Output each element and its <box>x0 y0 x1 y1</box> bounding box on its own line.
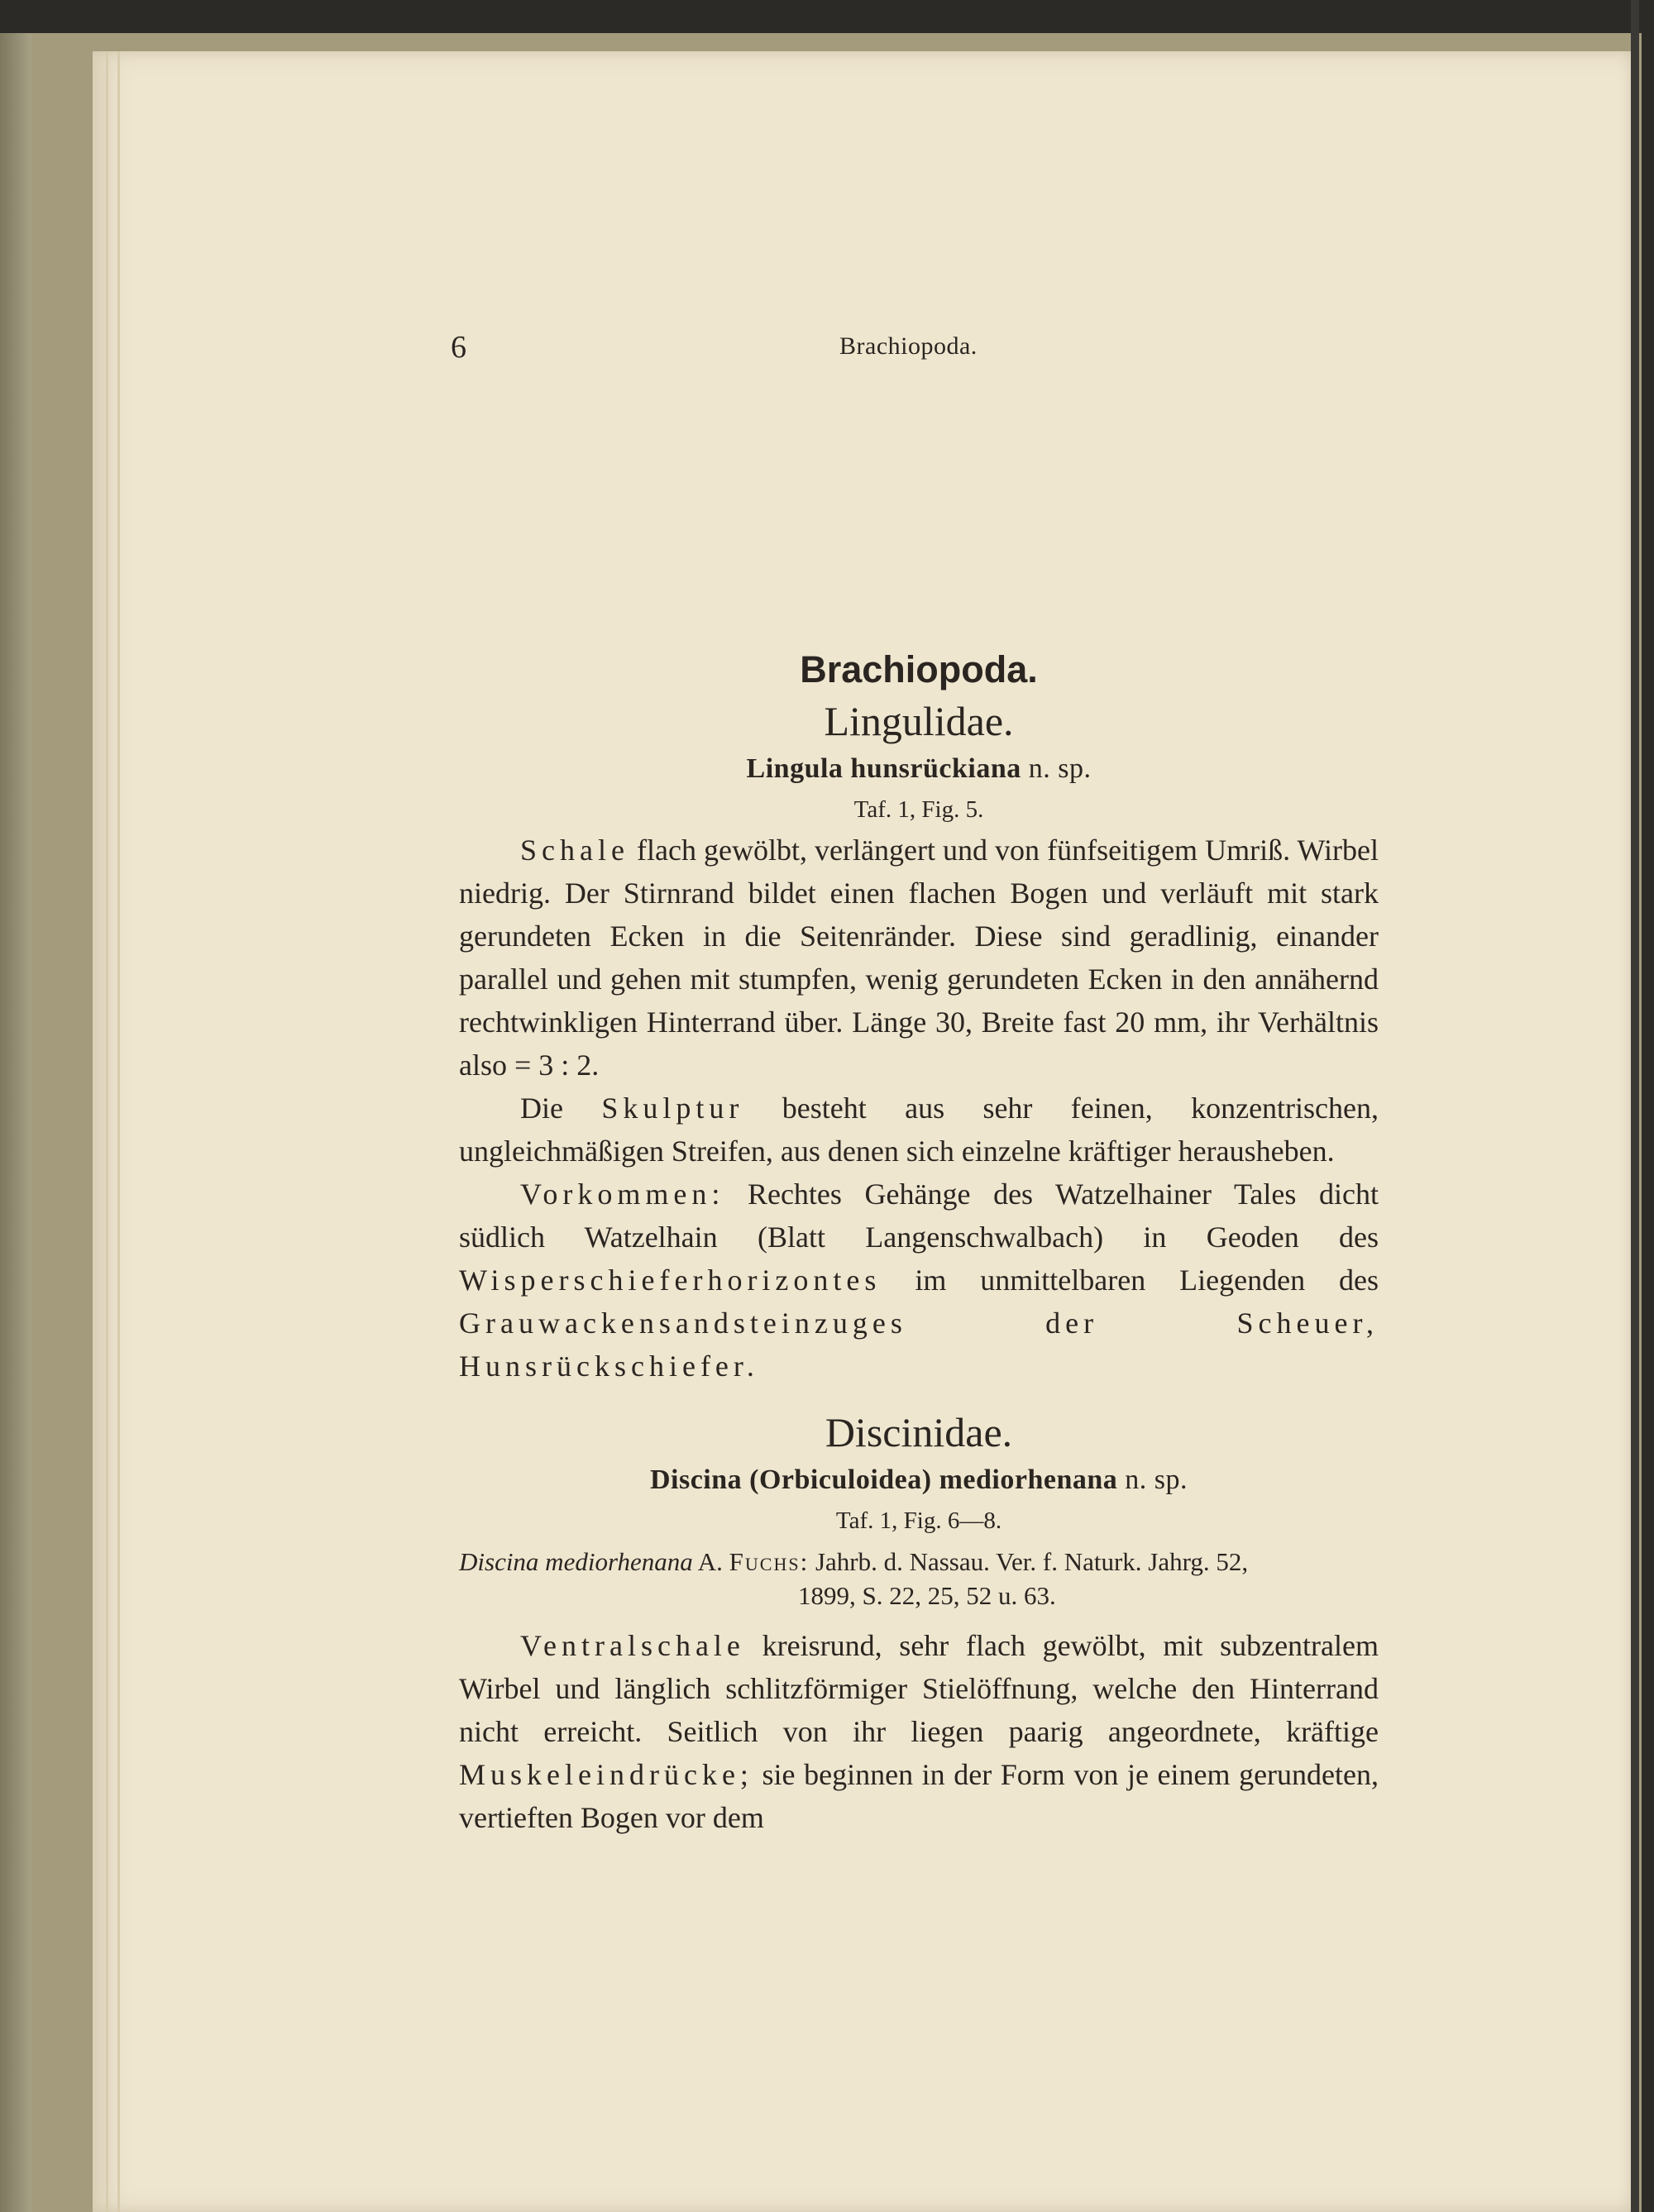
paragraph-text: flach gewölbt, verlängert und von fünfseitigem Umriß. Wirbel niedrig. Der Stirnrand bildet einen flachen Bogen und verläuft mit stark gerundeten Ecken in die Seitenränder. Diese sind geradlinig, einander parallel und gehen mit stumpfen, wenig gerundeten Ecken in den annähernd rechtwinkligen Hinterrand über. Länge 30, Breite fast 20 mm, ihr Verhältnis also = 3 : 2. <box>459 834 1379 1082</box>
keyword-muskeleindruecke: Muskeleindrücke; <box>459 1758 753 1791</box>
occurrence-paragraph <box>459 1173 1379 1388</box>
paragraph-text: sie beginnen in der Form von je einem gerundeten, vertieften Bogen vor dem <box>459 1758 1379 1834</box>
species-suffix: n. sp. <box>1125 1464 1188 1495</box>
paragraph-text: Die <box>520 1092 563 1125</box>
species-heading-lingula <box>459 748 1379 791</box>
keyword-schale: Schale <box>520 834 629 867</box>
page-header <box>451 329 1377 370</box>
page-number: 6 <box>451 330 466 365</box>
synonym-name: Discina mediorhenana <box>459 1547 693 1576</box>
species-name: Discina (Orbiculoidea) mediorhenana <box>649 1464 1118 1495</box>
keyword-grauwacke: Grauwackensandsteinzuges der Scheuer, <box>459 1307 1379 1340</box>
paragraph-text: kreisrund, sehr flach gewölbt, mit subzentralem Wirbel und länglich schlitzförmiger Stielöffnung, welche den Hinterrand nicht erreicht. Seitlich von ihr liegen paarig angeordnete, kräftige <box>459 1629 1379 1748</box>
keyword-skulptur: Skulptur <box>601 1092 744 1125</box>
section-gap <box>459 1388 1379 1406</box>
page-body <box>459 645 1379 1839</box>
paragraph-text: im unmittelbaren Liegenden des <box>915 1264 1379 1297</box>
spine-shadow <box>1631 0 1639 2212</box>
page-edge-line <box>106 51 108 2212</box>
synonym-author: Fuchs: <box>729 1547 810 1576</box>
keyword-hunsrueckschiefer: Hunsrückschiefer. <box>459 1350 759 1383</box>
paragraph-text: Rechtes Gehänge des Watzelhainer Tales dicht südlich Watzelhain (Blatt Langenschwalbach) in Geoden des <box>459 1178 1379 1254</box>
keyword-vorkommen: Vorkommen: <box>520 1178 725 1211</box>
species-heading-discina <box>459 1459 1379 1502</box>
family-heading-lingulidae: Lingulidae. <box>824 698 1014 744</box>
family-heading-discinidae: Discinidae. <box>825 1409 1013 1455</box>
sculpture-paragraph <box>459 1087 1379 1173</box>
running-head: Brachiopoda. <box>839 332 978 360</box>
description-paragraph <box>459 1624 1379 1839</box>
species-suffix: n. sp. <box>1028 753 1092 784</box>
keyword-ventralschale: Ventralschale <box>520 1629 745 1662</box>
synonym-reference-continued: 1899, S. 22, 25, 52 u. 63. <box>798 1581 1056 1610</box>
page-edge-line <box>117 51 120 2212</box>
synonymy-entry <box>459 1545 1379 1612</box>
binding-edge <box>0 33 31 2212</box>
paragraph-text: besteht aus sehr feinen, konzentrischen, ungleichmäßigen Streifen, aus denen sich einzelne kräftiger herausheben. <box>459 1092 1379 1168</box>
section-title: Brachiopoda. <box>800 648 1038 690</box>
description-paragraph <box>459 829 1379 1087</box>
synonym-reference: Jahrb. d. Nassau. Ver. f. Naturk. Jahrg. 52, <box>815 1547 1249 1576</box>
synonym-author-initial: A. <box>697 1547 723 1576</box>
keyword-wisperschiefer: Wisperschieferhorizontes <box>459 1264 882 1297</box>
plate-reference: Taf. 1, Fig. 6—8. <box>835 1507 1002 1534</box>
plate-reference: Taf. 1, Fig. 5. <box>853 796 984 823</box>
species-name: Lingula hunsrückiana <box>746 753 1021 784</box>
